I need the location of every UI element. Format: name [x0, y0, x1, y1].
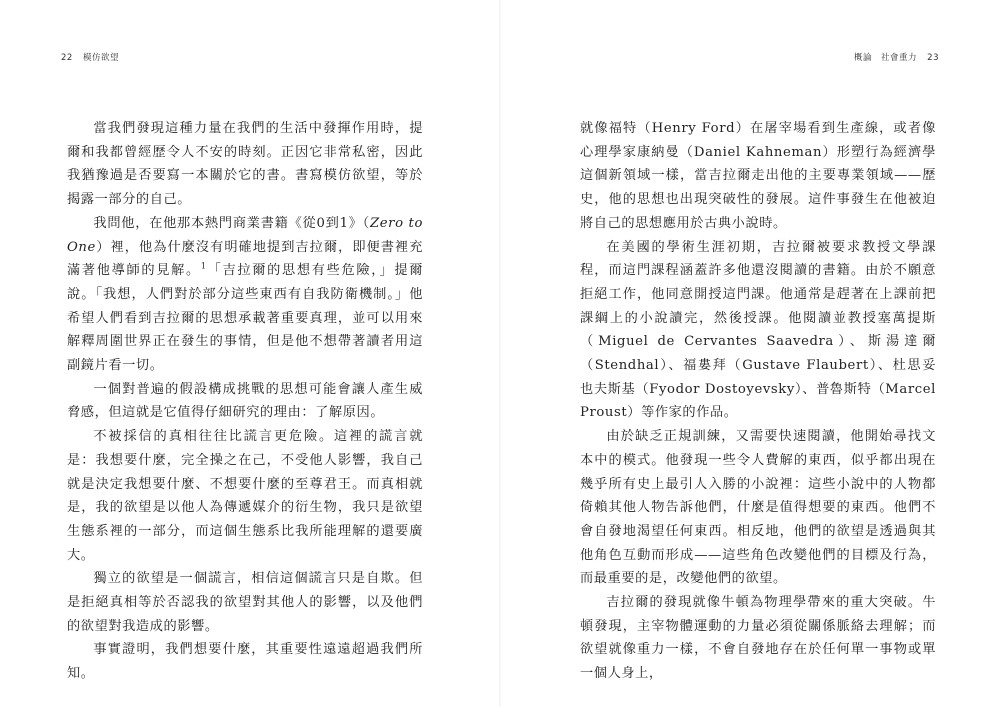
left-page-number: 22: [61, 53, 73, 63]
italic-title: Zero to One: [67, 215, 423, 255]
paragraph: [67, 425, 423, 567]
paragraph: [67, 638, 423, 685]
right-running-head: [854, 51, 946, 63]
right-page: [500, 0, 1000, 707]
text-run: 在美國的學術生涯初期，吉拉爾被要求教授文學課程，而這門課程涵蓋許多他還沒閱讀的書籍。由於不願意拒絕工作，他同意開授這門課。他通常是趕著在上課前把課綱上的小說讀完，然後授課。他閱讀並教授塞萬提斯（Miguel de Cervantes Saavedra）、斯湯達爾（Stendhal）、福婁拜（Gustave Flaubert）、杜思妥也夫斯基（Fyodor Dostoyevsky）、普魯斯特（Marcel Proust）等作家的作品。: [580, 239, 936, 421]
paragraph: [67, 567, 423, 638]
text-run: 獨立的欲望是一個謊言，相信這個謊言只是自欺。但是拒絕真相等於否認我的欲望對其他人的影響，以及他們的欲望對我造成的影響。: [67, 571, 423, 634]
text-run: 我問他，在他那本熱門商業書籍《從0到1》（: [93, 215, 370, 231]
left-body-text: [67, 117, 423, 686]
paragraph: [580, 117, 936, 236]
right-running-title: 概論 社會重力: [853, 53, 917, 63]
text-run: ）裡，他為什麼沒有明確地提到吉拉爾，即便書裡充滿著他導師的見解。: [67, 239, 423, 279]
text-run: 就像福特（Henry Ford）在屠宰場看到生產線，或者像心理學家康納曼（Daniel Kahneman）形塑行為經濟學這個新領域一樣，當吉拉爾走出他的主要專業領域——歷史，他的思想也出現突破性的發展。這件事發生在他被迫將自己的思想應用於古典小說時。: [580, 121, 936, 231]
text-run: 吉拉爾的發現就像牛頓為物理學帶來的重大突破。牛頓發現，主宰物體運動的力量必須從關係脈絡去理解；而欲望就像重力一樣，不會自發地存在於任何單一事物或單一個人身上，: [580, 595, 936, 682]
paragraph: [580, 425, 936, 591]
paragraph: [67, 378, 423, 425]
paragraph: [580, 591, 936, 686]
text-run: 不被採信的真相往往比謊言更危險。這裡的謊言就是：我想要什麼，完全操之在己，不受他人影響，我自己就是決定我想要什麼、不想要什麼的至尊君王。而真相就是，我的欲望是以他人為傳遞媒介的衍生物，我只是欲望生態系裡的一部分，而這個生態系比我所能理解的還要廣大。: [67, 429, 423, 563]
text-run: 一個對普遍的假設構成挑戰的思想可能會讓人產生威脅感，但這就是它值得仔細研究的理由：了解原因。: [67, 381, 423, 421]
text-run: 當我們發現這種力量在我們的生活中發揮作用時，提爾和我都曾經歷令人不安的時刻。正因它非常私密，因此我猶豫過是否要寫一本關於它的書。書寫模仿欲望，等於揭露一部分的自己。: [67, 121, 423, 208]
left-running-title: 模仿欲望: [83, 53, 120, 63]
paragraph: [580, 236, 936, 426]
paragraph: [67, 117, 423, 212]
paragraph: [67, 212, 423, 378]
right-page-number: 23: [927, 53, 939, 63]
right-body-text: [580, 117, 936, 686]
footnote-marker[interactable]: 1: [200, 261, 207, 271]
text-run: 「吉拉爾的思想有些危險，」提爾說。「我想，人們對於部分這些東西有自我防衛機制。」他希望人們看到吉拉爾的思想承載著重要真理，並可以用來解釋周圍世界正在發生的事情，但是他不想帶著讀者用這副鏡片看一切。: [67, 263, 423, 374]
text-run: 由於缺乏正規訓練，又需要快速閱讀，他開始尋找文本中的模式。他發現一些令人費解的東西，似乎都出現在幾乎所有史上最引人入勝的小說裡：這些小說中的人物都倚賴其他人物告訴他們，什麼是值得想要的東西。他們不會自發地渴望任何東西。相反地，他們的欲望是透過與其他角色互動而形成——這些角色改變他們的目標及行為，而最重要的是，改變他們的欲望。: [580, 429, 936, 587]
text-run: 事實證明，我們想要什麼，其重要性遠遠超過我們所知。: [67, 642, 423, 682]
left-running-head: [54, 51, 119, 63]
